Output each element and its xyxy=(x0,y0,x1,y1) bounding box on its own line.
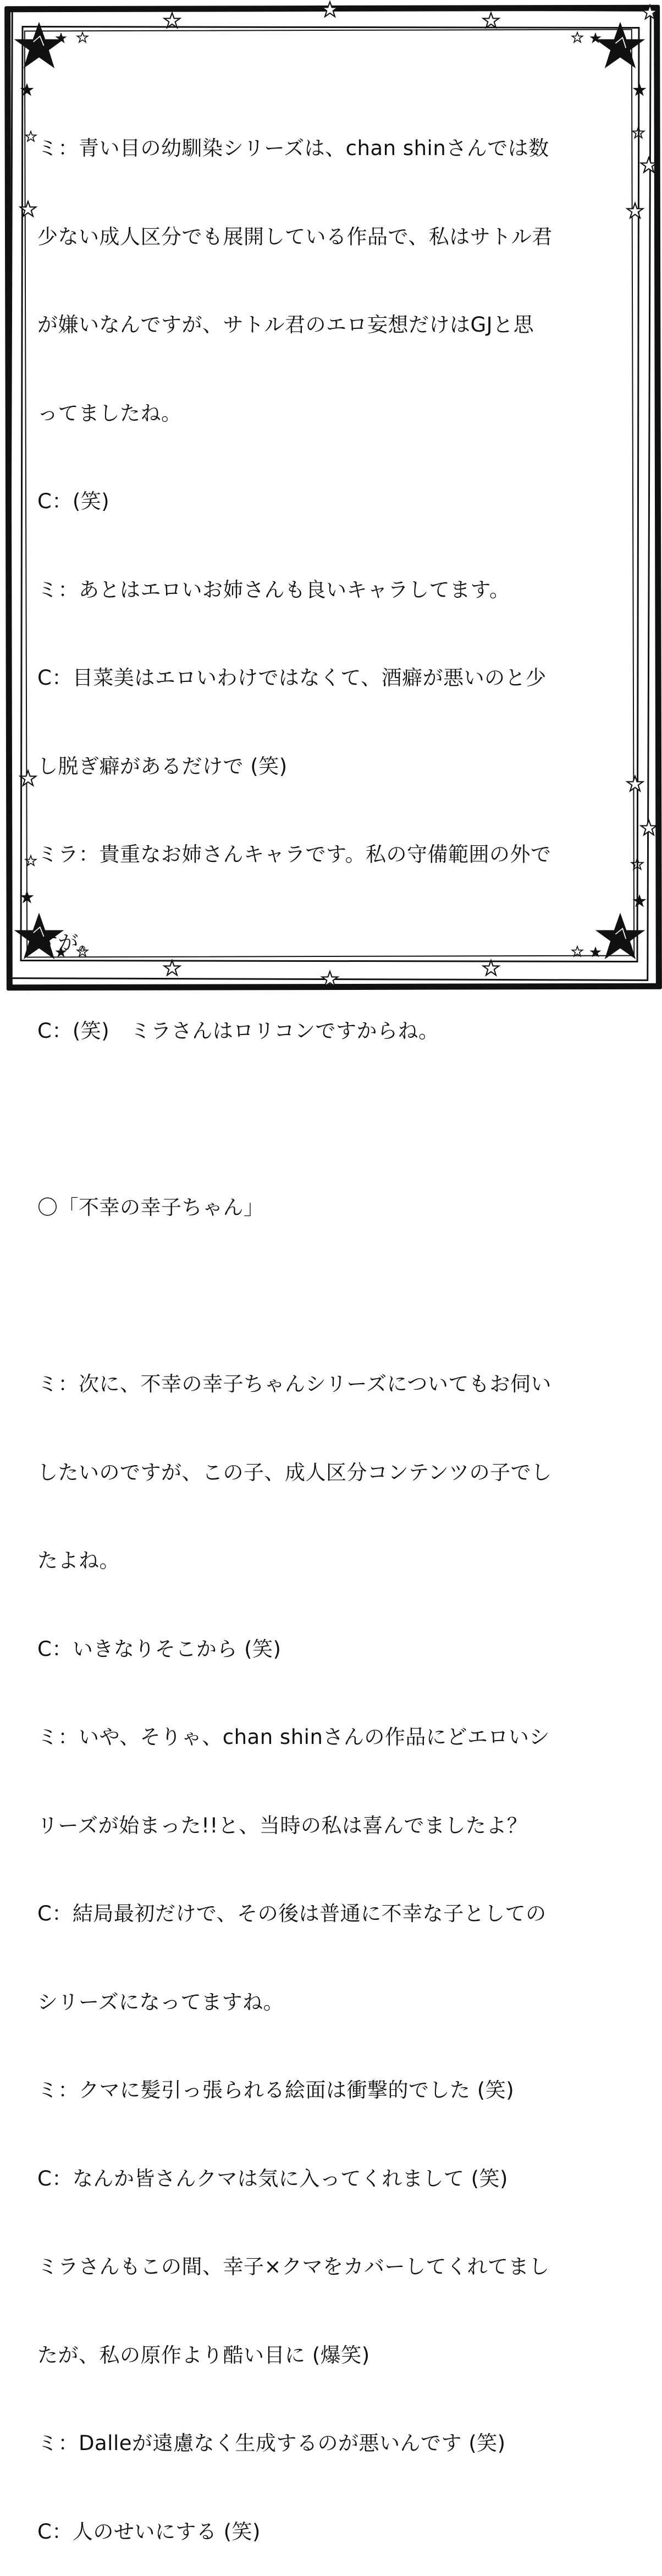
text-line: C：いきなりそこから (笑) xyxy=(37,1637,282,1661)
text-line: ミ：いや、そりゃ、chan shinさんの作品にどエロいシ xyxy=(37,1725,550,1749)
blank-line xyxy=(37,1105,628,1135)
small-star-icon xyxy=(25,855,36,866)
text-line: ミ：青い目の幼馴染シリーズは、chan shinさんでは数 xyxy=(37,136,549,160)
text-line: シリーズになってますね。 xyxy=(37,1990,284,2014)
text-line: C：(笑) xyxy=(37,489,110,513)
small-star-icon xyxy=(627,775,643,792)
small-star-icon xyxy=(632,82,647,97)
text-line: ミ：次に、不幸の幸子ちゃんシリーズについてもお伺い xyxy=(37,1372,551,1396)
small-star-icon xyxy=(631,858,643,870)
text-line: ミラさんもこの間、幸子×クマをカバーしてくれてまし xyxy=(37,2255,550,2278)
text-line: ミ：Dalleが遠慮なく生成するのが悪いんです (笑) xyxy=(37,2431,506,2455)
small-star-icon xyxy=(589,32,602,44)
small-star-icon xyxy=(483,12,499,29)
small-star-icon xyxy=(641,819,657,836)
small-star-icon xyxy=(322,1,338,18)
small-star-icon xyxy=(642,4,658,20)
blank-line xyxy=(37,1281,628,1311)
text-line: すが。 xyxy=(37,931,100,955)
small-star-icon xyxy=(55,32,67,44)
corner-star-icon xyxy=(597,22,644,69)
small-star-icon xyxy=(627,202,643,219)
text-line: たよね。 xyxy=(37,1549,120,1572)
small-star-icon xyxy=(25,131,36,142)
small-star-icon xyxy=(632,894,647,908)
text-line: C：目菜美はエロいわけではなくて、酒癖が悪いのと少 xyxy=(37,666,547,690)
text-line: リーズが始まった!!と、当時の私は喜んでましたよ？ xyxy=(37,1813,528,1837)
small-star-icon xyxy=(20,201,36,217)
corner-star-icon xyxy=(15,22,63,69)
text-line: ミラ：貴重なお姉さんキャラです。私の守備範囲の外で xyxy=(37,843,551,866)
text-line: C：(笑) ミラさんはロリコンですからね。 xyxy=(37,1019,439,1043)
text-line: ミ：クマに髪引っ張られる絵面は衝撃的でした (笑) xyxy=(37,2078,515,2102)
text-line: し脱ぎ癖があるだけで (笑) xyxy=(37,754,288,778)
text-line: C：なんか皆さんクマは気に入ってくれまして (笑) xyxy=(37,2166,508,2190)
text-line: が嫌いなんですが、サトル君のエロ妄想だけはGJと思 xyxy=(37,313,534,337)
small-star-icon xyxy=(20,770,36,786)
small-star-icon xyxy=(20,890,34,904)
text-line: C：結局最初だけで、その後は普通に不幸な子としての xyxy=(37,1902,547,1925)
small-star-icon xyxy=(77,32,88,43)
small-star-icon xyxy=(641,157,657,173)
interview-text xyxy=(37,75,628,2576)
section-heading: 〇「不幸の幸子ちゃん」 xyxy=(37,1196,264,1219)
small-star-icon xyxy=(572,32,583,43)
text-line: ってましたね。 xyxy=(37,401,182,425)
small-star-icon xyxy=(632,126,644,139)
text-line: C：人のせいにする (笑) xyxy=(37,2519,261,2544)
small-star-icon xyxy=(20,82,34,97)
text-line: たが、私の原作より酷い目に (爆笑) xyxy=(37,2343,370,2367)
small-star-icon xyxy=(164,12,180,29)
text-line: したいのですが、この子、成人区分コンテンツの子でし xyxy=(37,1460,552,1484)
text-line: 少ない成人区分でも展開している作品で、私はサトル君 xyxy=(37,224,553,249)
text-line: ミ：あとはエロいお姉さんも良いキャラしてます。 xyxy=(37,577,510,602)
